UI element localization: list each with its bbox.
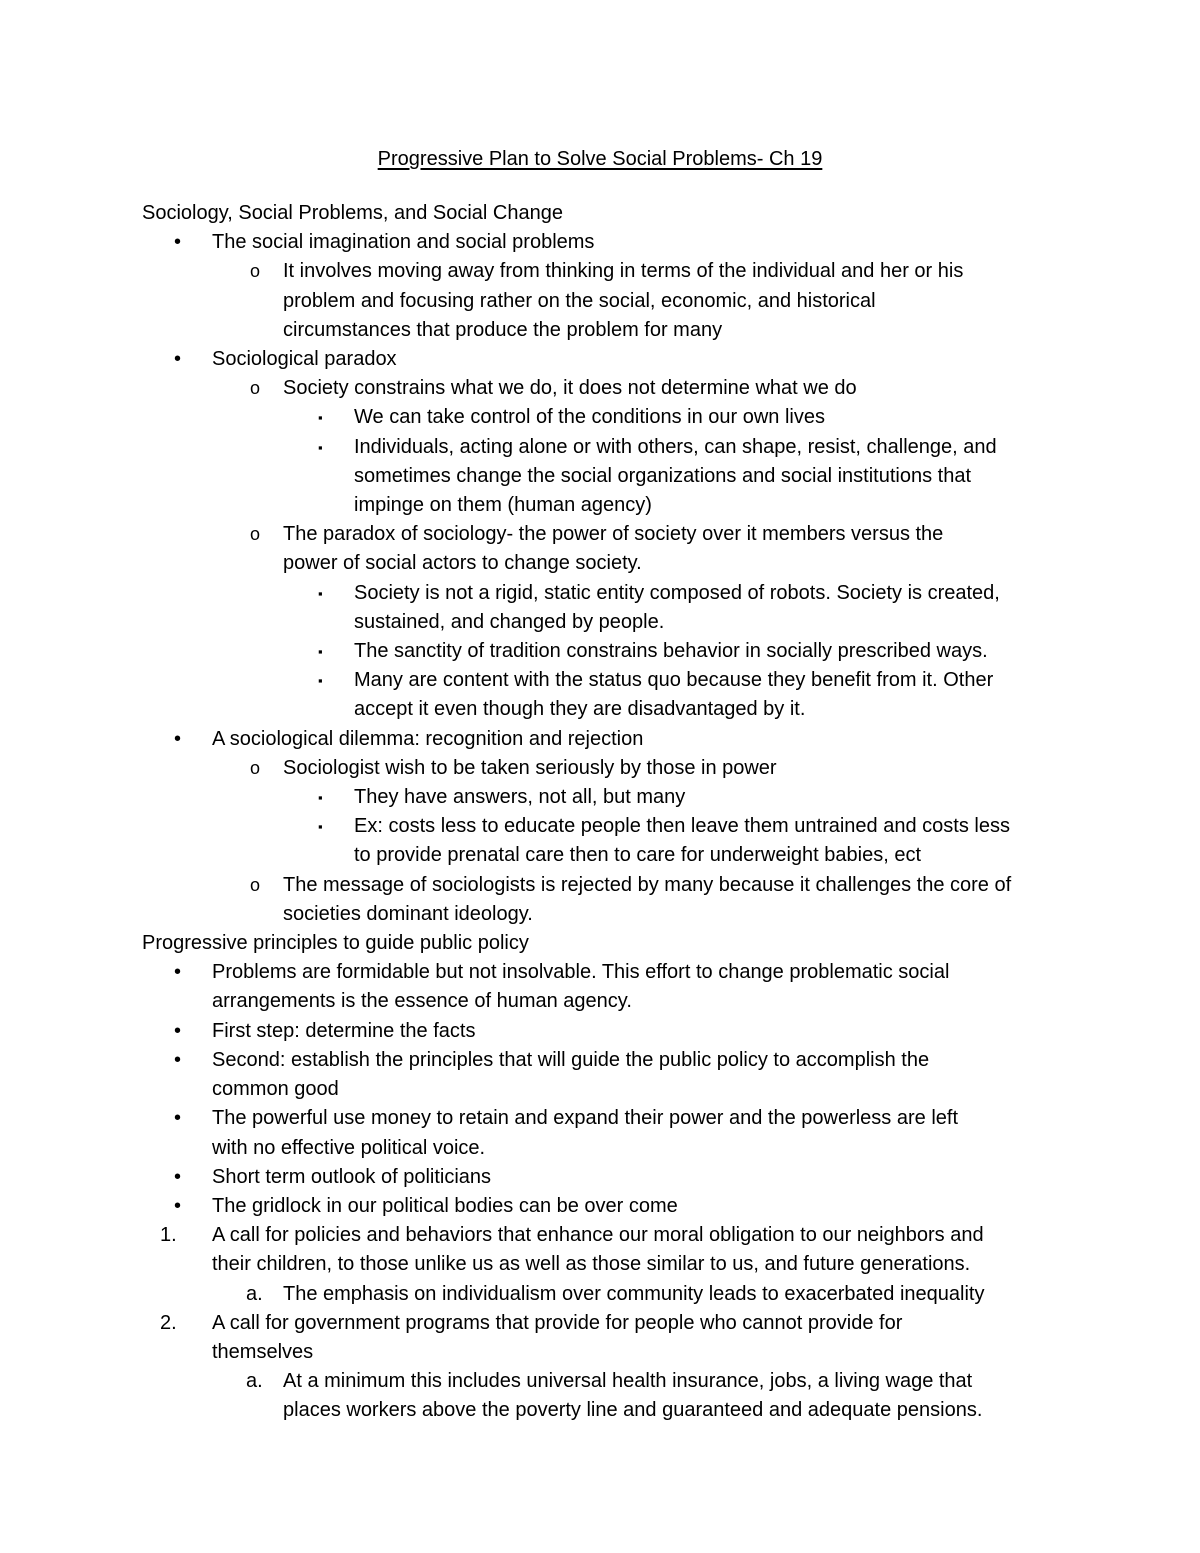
line-text: Sociology, Social Problems, and Social Change — [142, 202, 563, 224]
list-item — [142, 841, 1082, 870]
page-title: Progressive Plan to Solve Social Problems- Ch 19 — [377, 148, 823, 170]
list-item — [142, 1309, 1082, 1338]
list-marker: • — [174, 1048, 182, 1071]
line-text: Problems are formidable but not insolvable. This effort to change problematic social — [212, 961, 950, 984]
line-text: They have answers, not all, but many — [354, 786, 686, 809]
list-item — [142, 1396, 1082, 1425]
line-text: We can take control of the conditions in our own lives — [354, 406, 825, 429]
list-item — [142, 987, 1082, 1016]
list-marker: ▪ — [318, 819, 323, 835]
line-text: The gridlock in our political bodies can be over come — [212, 1194, 678, 1217]
list-marker: o — [250, 524, 261, 545]
list-marker: ▪ — [318, 585, 323, 601]
list-marker: • — [174, 727, 182, 750]
list-item — [142, 1134, 1082, 1163]
list-marker: o — [250, 261, 261, 282]
line-text: Society constrains what we do, it does not determine what we do — [283, 377, 857, 400]
line-text: Many are content with the status quo because they benefit from it. Other — [354, 669, 994, 692]
list-marker: • — [174, 1194, 182, 1217]
list-item — [142, 725, 1082, 754]
line-text: The message of sociologists is rejected by many because it challenges the core of — [283, 873, 1012, 896]
list-item — [142, 608, 1082, 637]
line-text: The paradox of sociology- the power of society over it members versus the — [283, 523, 944, 546]
list-item — [142, 637, 1082, 666]
list-marker: 2. — [160, 1311, 177, 1334]
list-item — [142, 374, 1082, 403]
line-text: power of social actors to change society. — [283, 552, 642, 575]
list-item — [142, 403, 1082, 432]
section-heading — [142, 199, 1082, 228]
list-marker: ▪ — [318, 410, 323, 426]
list-marker: • — [174, 1019, 182, 1042]
line-text: A call for policies and behaviors that enhance our moral obligation to our neighbors and — [212, 1224, 984, 1247]
list-marker: • — [174, 231, 182, 254]
line-text: Sociologist wish to be taken seriously by those in power — [283, 756, 777, 779]
list-item — [142, 549, 1082, 578]
line-text: Ex: costs less to educate people then leave them untrained and costs less — [354, 815, 1010, 838]
line-text: At a minimum this includes universal health insurance, jobs, a living wage that — [283, 1370, 973, 1393]
list-item — [142, 666, 1082, 695]
line-text: societies dominant ideology. — [283, 902, 533, 925]
list-item — [142, 871, 1082, 900]
list-marker: a. — [246, 1282, 263, 1305]
list-item — [142, 1017, 1082, 1046]
list-item — [142, 1192, 1082, 1221]
list-item — [142, 462, 1082, 491]
list-item — [142, 579, 1082, 608]
list-marker: ▪ — [318, 790, 323, 806]
list-item — [142, 1280, 1082, 1309]
line-text: Sociological paradox — [212, 348, 397, 371]
line-text: places workers above the poverty line and guaranteed and adequate pensions. — [283, 1399, 983, 1422]
list-marker: 1. — [160, 1224, 177, 1247]
section-heading — [142, 929, 1082, 958]
list-marker: a. — [246, 1370, 263, 1393]
line-text: Individuals, acting alone or with others, can shape, resist, challenge, and — [354, 435, 997, 458]
line-text: common good — [212, 1078, 339, 1101]
line-text: Second: establish the principles that will guide the public policy to accomplish the — [212, 1048, 930, 1071]
line-text: sometimes change the social organizations and social institutions that — [354, 464, 972, 487]
line-text: problem and focusing rather on the social, economic, and historical — [283, 289, 876, 312]
list-item — [142, 491, 1082, 520]
list-item — [142, 900, 1082, 929]
list-item — [142, 1046, 1082, 1075]
line-text: The powerful use money to retain and expand their power and the powerless are left — [212, 1107, 958, 1130]
line-text: to provide prenatal care then to care for underweight babies, ect — [354, 844, 922, 867]
list-item — [142, 783, 1082, 812]
list-item — [142, 433, 1082, 462]
list-marker: • — [174, 1165, 182, 1188]
line-text: It involves moving away from thinking in terms of the individual and her or his — [283, 260, 964, 283]
list-marker: • — [174, 1107, 182, 1130]
line-text: Progressive principles to guide public policy — [142, 932, 529, 955]
list-item — [142, 287, 1082, 316]
list-marker: o — [250, 874, 261, 895]
list-item — [142, 316, 1082, 345]
list-marker: • — [174, 961, 182, 984]
line-text: Short term outlook of politicians — [212, 1165, 492, 1188]
list-item — [142, 1104, 1082, 1133]
list-item — [142, 1163, 1082, 1192]
list-item — [142, 1221, 1082, 1250]
list-item — [142, 754, 1082, 783]
line-text: Society is not a rigid, static entity composed of robots. Society is created, — [354, 581, 1000, 604]
line-text: A call for government programs that provide for people who cannot provide for — [212, 1311, 903, 1334]
line-text: with no effective political voice. — [212, 1136, 486, 1159]
line-text: A sociological dilemma: recognition and rejection — [212, 727, 644, 750]
line-text: accept it even though they are disadvantaged by it. — [354, 698, 806, 721]
list-item — [142, 1075, 1082, 1104]
line-text: themselves — [212, 1340, 314, 1363]
list-item — [142, 1367, 1082, 1396]
list-item — [142, 958, 1082, 987]
list-marker: o — [250, 757, 261, 778]
list-item — [142, 1338, 1082, 1367]
list-marker: ▪ — [318, 439, 323, 455]
line-text: The emphasis on individualism over community leads to exacerbated inequality — [283, 1282, 985, 1305]
line-text: impinge on them (human agency) — [354, 494, 652, 517]
line-text: sustained, and changed by people. — [354, 610, 665, 633]
line-text: The social imagination and social problems — [212, 231, 595, 254]
line-text: circumstances that produce the problem for many — [283, 318, 723, 341]
line-text: First step: determine the facts — [212, 1019, 476, 1042]
document-body — [142, 199, 1082, 1426]
list-marker: • — [174, 348, 182, 371]
list-item — [142, 257, 1082, 286]
line-text: The sanctity of tradition constrains behavior in socially prescribed ways. — [354, 640, 988, 663]
list-marker: ▪ — [318, 673, 323, 689]
list-item — [142, 812, 1082, 841]
list-item — [142, 345, 1082, 374]
list-item — [142, 228, 1082, 257]
list-marker: o — [250, 378, 261, 399]
list-item — [142, 695, 1082, 724]
line-text: arrangements is the essence of human agency. — [212, 990, 632, 1013]
list-item — [142, 1250, 1082, 1279]
list-item — [142, 520, 1082, 549]
list-marker: ▪ — [318, 644, 323, 660]
line-text: their children, to those unlike us as well as those similar to us, and future generations. — [212, 1253, 971, 1276]
